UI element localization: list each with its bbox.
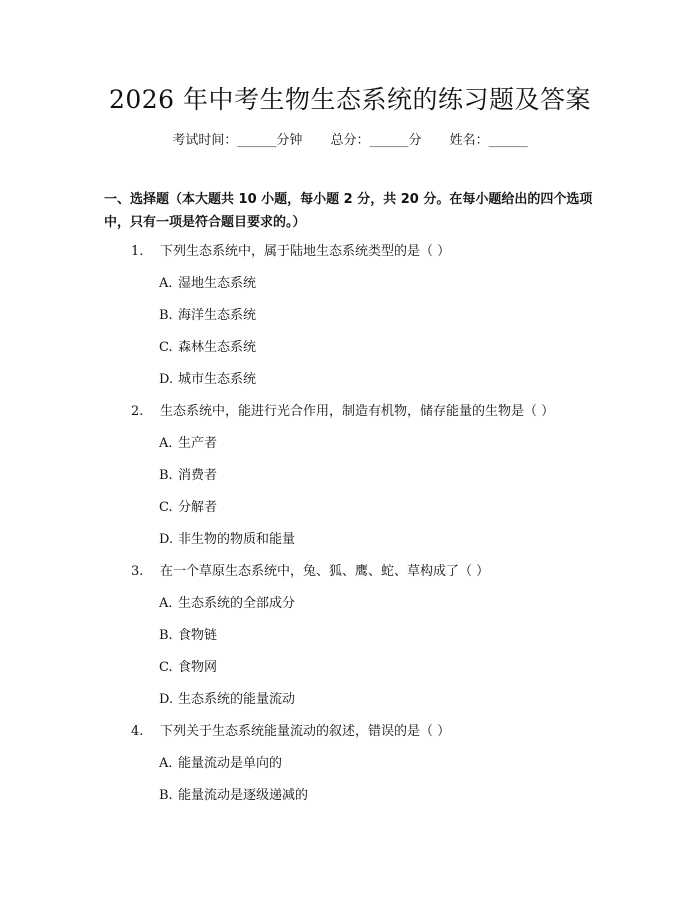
answer-option: [0, 625, 700, 657]
option-letter: A.: [159, 596, 173, 611]
question-text: 下列关于生态系统能量流动的叙述，错误的是（ ）: [160, 724, 451, 739]
exam-info: [0, 130, 700, 152]
option-letter: D.: [159, 692, 174, 707]
option-text: 非生物的物质和能量: [178, 532, 296, 547]
answer-option: [0, 689, 700, 721]
option-letter: B.: [159, 308, 173, 323]
answer-option: [0, 369, 700, 401]
question-item: [0, 401, 700, 433]
option-text: 食物网: [178, 660, 218, 675]
question-number: 2.: [131, 404, 144, 419]
question-number: 1.: [131, 244, 144, 259]
option-letter: C.: [159, 500, 173, 515]
option-letter: B.: [159, 788, 173, 803]
question-item: [0, 241, 700, 273]
option-text: 城市生态系统: [178, 372, 257, 387]
answer-option: [0, 273, 700, 305]
answer-option: [0, 465, 700, 497]
option-letter: D.: [159, 532, 174, 547]
question-text: 下列生态系统中，属于陆地生态系统类型的是（ ）: [160, 244, 451, 259]
question-item: [0, 561, 700, 593]
answer-option: [0, 785, 700, 817]
option-text: 能量流动是单向的: [178, 756, 283, 771]
option-letter: C.: [159, 340, 173, 355]
answer-option: [0, 497, 700, 529]
answer-option: [0, 305, 700, 337]
page-title: 2026 年中考生物生态系统的练习题及答案: [108, 85, 592, 114]
option-letter: A.: [159, 276, 173, 291]
answer-option: [0, 433, 700, 465]
option-text: 能量流动是逐级递减的: [178, 788, 309, 803]
option-text: 湿地生态系统: [178, 276, 257, 291]
option-text: 海洋生态系统: [178, 308, 257, 323]
option-text: 食物链: [178, 628, 218, 643]
option-text: 生态系统的能量流动: [178, 692, 296, 707]
answer-option: [0, 593, 700, 625]
name-field: 姓名：______: [449, 133, 528, 148]
option-letter: B.: [159, 468, 173, 483]
option-letter: C.: [159, 660, 173, 675]
answer-option: [0, 529, 700, 561]
option-letter: A.: [159, 436, 173, 451]
option-letter: A.: [159, 756, 173, 771]
option-text: 森林生态系统: [178, 340, 257, 355]
exam-time-field: 考试时间：______分钟: [172, 133, 303, 148]
question-text: 生态系统中，能进行光合作用，制造有机物，储存能量的生物是（ ）: [160, 404, 555, 419]
answer-option: [0, 657, 700, 689]
option-text: 消费者: [178, 468, 218, 483]
option-letter: B.: [159, 628, 173, 643]
question-text: 在一个草原生态系统中，兔、狐、鹰、蛇、草构成了（ ）: [160, 564, 490, 579]
section-heading: 一、选择题（本大题共 10 小题，每小题 2 分，共 20 分。在每小题给出的四个选项中，只有一项是符合题目要求的。）: [104, 192, 593, 230]
answer-option: [0, 753, 700, 785]
total-score-field: 总分：______分: [330, 133, 422, 148]
answer-option: [0, 337, 700, 369]
option-text: 生产者: [178, 436, 218, 451]
option-letter: D.: [159, 372, 174, 387]
question-number: 4.: [131, 724, 144, 739]
option-text: 生态系统的全部成分: [178, 596, 296, 611]
option-text: 分解者: [178, 500, 218, 515]
question-number: 3.: [131, 564, 144, 579]
question-item: [0, 721, 700, 753]
question-list: [0, 241, 700, 817]
